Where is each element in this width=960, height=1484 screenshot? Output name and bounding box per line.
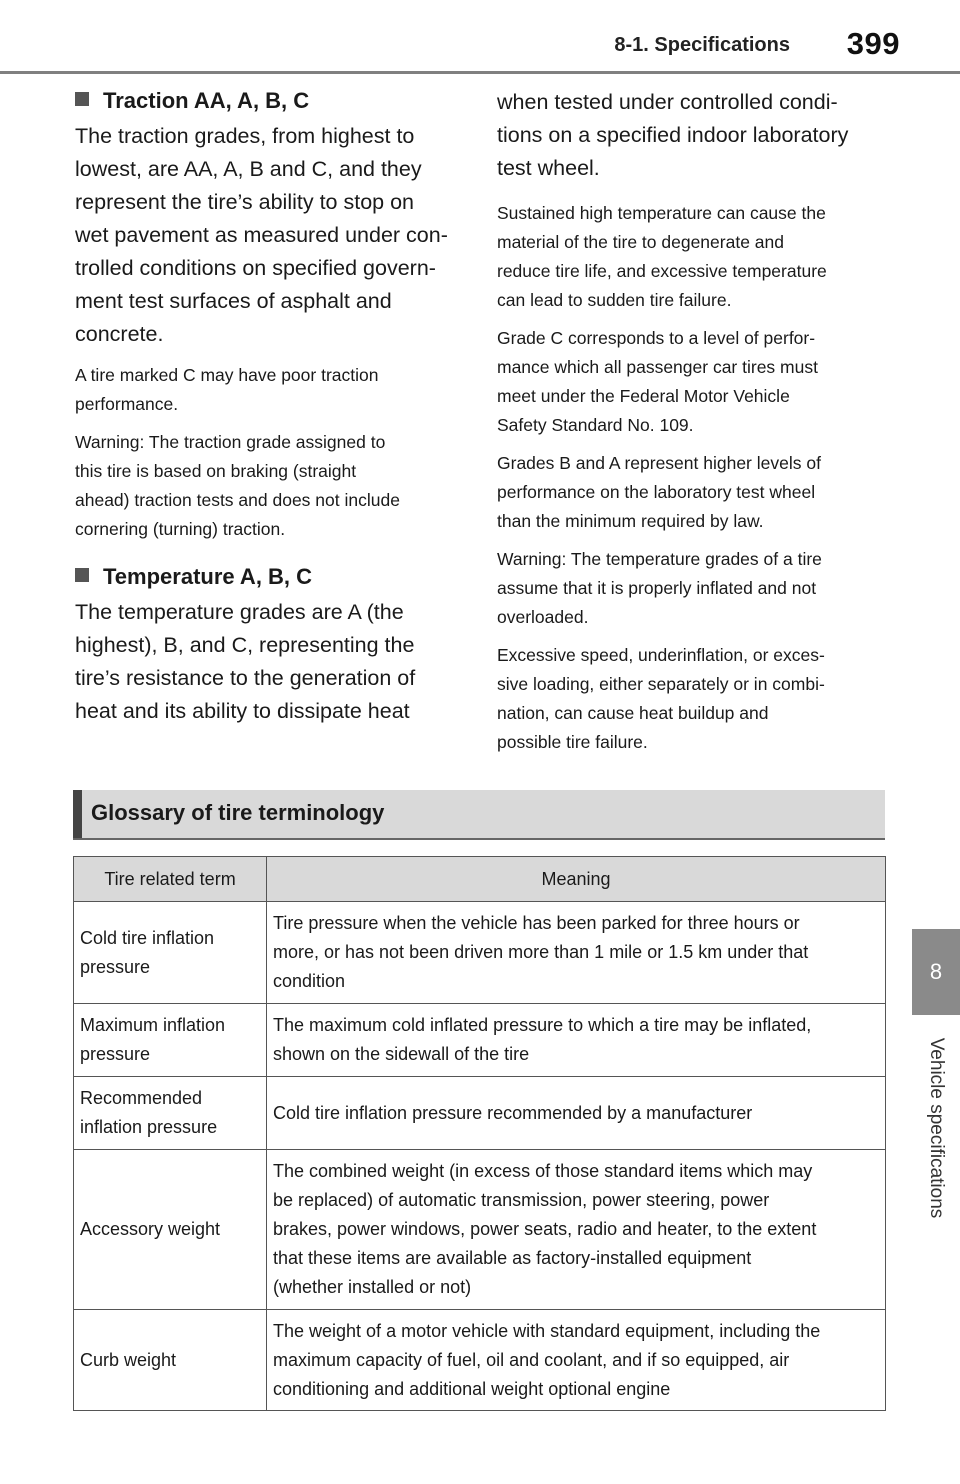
text-line: heat and its ability to dissipate heat — [75, 699, 410, 723]
text-line: represent the tire’s ability to stop on — [75, 190, 415, 214]
term-line: pressure — [80, 956, 151, 977]
meaning-line: that these items are available as factory-installed equipment — [273, 1248, 752, 1268]
left-column — [75, 86, 470, 738]
text-line: Grades B and A represent higher levels of — [497, 453, 821, 473]
traction-note — [75, 361, 470, 419]
chapter-tab[interactable]: 8 — [912, 929, 960, 1015]
meaning-line: conditioning and additional weight optional engine — [273, 1378, 671, 1399]
term-cell — [74, 1077, 267, 1150]
meaning-cell — [267, 902, 886, 1004]
traction-heading-text: Traction AA, A, B, C — [103, 88, 310, 113]
text-line: lowest, are AA, A, B and C, and they — [75, 157, 422, 181]
text-line: performance on the laboratory test wheel — [497, 482, 816, 502]
text-line: nation, can cause heat buildup and — [497, 703, 769, 723]
meaning-line: maximum capacity of fuel, oil and coolant, and if so equipped, air — [273, 1349, 790, 1370]
page-number: 399 — [846, 26, 900, 61]
term-line: Maximum inflation — [80, 1015, 226, 1035]
table-row — [74, 1310, 886, 1411]
meaning-line: The maximum cold inflated pressure to which a tire may be inflated, — [273, 1015, 812, 1035]
text-line: possible tire failure. — [497, 732, 648, 752]
meaning-line: be replaced) of automatic transmission, power steering, power — [273, 1190, 770, 1210]
column-header-meaning: Meaning — [267, 857, 886, 902]
meaning-line: (whether installed or not) — [273, 1277, 472, 1297]
meaning-line: shown on the sidewall of the tire — [273, 1044, 530, 1064]
text-line: can lead to sudden tire failure. — [497, 290, 732, 310]
text-line: highest), B, and C, representing the — [75, 633, 415, 657]
meaning-cell — [267, 1150, 886, 1310]
glossary-title-bar — [73, 790, 885, 838]
traction-heading — [75, 86, 470, 116]
text-line: mance which all passenger car tires must — [497, 357, 818, 377]
text-line: The traction grades, from highest to — [75, 124, 415, 148]
text-line: material of the tire to degenerate and — [497, 232, 784, 252]
text-line: Warning: The traction grade assigned to — [75, 432, 386, 452]
term-line: inflation pressure — [80, 1117, 218, 1137]
text-line: tions on a specified indoor laboratory — [497, 123, 849, 147]
temperature-heading — [75, 562, 470, 592]
term-line: Recommended — [80, 1088, 203, 1108]
square-bullet-icon — [75, 92, 89, 106]
text-line: ment test surfaces of asphalt and — [75, 289, 392, 313]
traction-warning — [75, 428, 470, 544]
column-header-term: Tire related term — [74, 857, 267, 902]
term-cell — [74, 1150, 267, 1310]
traction-paragraph — [75, 120, 470, 351]
meaning-cell — [267, 1077, 886, 1150]
meaning-cell — [267, 1310, 886, 1411]
table-row — [74, 1150, 886, 1310]
term-line: Curb weight — [80, 1349, 177, 1370]
header-rule — [0, 71, 960, 74]
temperature-heading-text: Temperature A, B, C — [103, 564, 313, 589]
chapter-tab-label: Vehicle specifications — [926, 1037, 947, 1219]
table-row — [74, 1077, 886, 1150]
text-line: tire’s resistance to the generation of — [75, 666, 416, 690]
text-line: ahead) traction tests and does not include — [75, 490, 400, 510]
glossary-rule — [73, 838, 885, 840]
grades-b-a-note — [497, 449, 897, 536]
glossary-accent — [73, 790, 82, 838]
meaning-line: brakes, power windows, power seats, radio and heater, to the extent — [273, 1219, 817, 1239]
term-line: Cold tire inflation — [80, 927, 215, 948]
text-line: Sustained high temperature can cause the — [497, 203, 826, 223]
text-line: The temperature grades are A (the — [75, 600, 404, 624]
table-header-row — [74, 857, 886, 902]
text-line: concrete. — [75, 322, 164, 346]
text-line: cornering (turning) traction. — [75, 519, 286, 539]
text-line: than the minimum required by law. — [497, 511, 764, 531]
text-line: wet pavement as measured under con- — [75, 223, 448, 247]
text-line: test wheel. — [497, 156, 600, 180]
table-row — [74, 902, 886, 1004]
text-line: Warning: The temperature grades of a tire — [497, 549, 822, 569]
grade-c-note — [497, 324, 897, 440]
text-line: Excessive speed, underinflation, or exces- — [497, 645, 825, 665]
glossary-title: Glossary of tire terminology — [91, 800, 385, 825]
sustained-temperature-note — [497, 199, 897, 315]
term-line: pressure — [80, 1044, 151, 1064]
meaning-line: more, or has not been driven more than 1 mile or 1.5 km under that — [273, 942, 809, 962]
text-line: overloaded. — [497, 607, 589, 627]
meaning-line: The weight of a motor vehicle with standard equipment, including the — [273, 1320, 821, 1341]
text-line: A tire marked C may have poor traction — [75, 365, 379, 385]
text-line: sive loading, either separately or in combi- — [497, 674, 825, 694]
text-line: reduce tire life, and excessive temperature — [497, 261, 827, 281]
meaning-line: condition — [273, 971, 346, 991]
term-cell — [74, 902, 267, 1004]
text-line: Grade C corresponds to a level of perfor- — [497, 328, 816, 348]
right-column — [497, 86, 897, 766]
header-section-title: 8-1. Specifications — [614, 34, 790, 56]
meaning-line: The combined weight (in excess of those standard items which may — [273, 1161, 813, 1181]
text-line: assume that it is properly inflated and not — [497, 578, 817, 598]
excessive-speed-note — [497, 641, 897, 757]
text-line: this tire is based on braking (straight — [75, 461, 357, 481]
temperature-paragraph-continued — [497, 86, 897, 185]
text-line: when tested under controlled condi- — [497, 90, 838, 114]
text-line: Safety Standard No. 109. — [497, 415, 694, 435]
temperature-paragraph — [75, 596, 470, 728]
text-line: trolled conditions on specified govern- — [75, 256, 436, 280]
meaning-cell — [267, 1004, 886, 1077]
square-bullet-icon — [75, 568, 89, 582]
meaning-line: Cold tire inflation pressure recommended by a manufacturer — [273, 1102, 753, 1123]
text-line: meet under the Federal Motor Vehicle — [497, 386, 790, 406]
term-cell — [74, 1310, 267, 1411]
table-row — [74, 1004, 886, 1077]
glossary-table — [73, 856, 886, 1411]
meaning-line: Tire pressure when the vehicle has been parked for three hours or — [273, 913, 800, 933]
term-line: Accessory weight — [80, 1219, 221, 1239]
text-line: performance. — [75, 394, 179, 414]
term-cell — [74, 1004, 267, 1077]
temperature-warning — [497, 545, 897, 632]
